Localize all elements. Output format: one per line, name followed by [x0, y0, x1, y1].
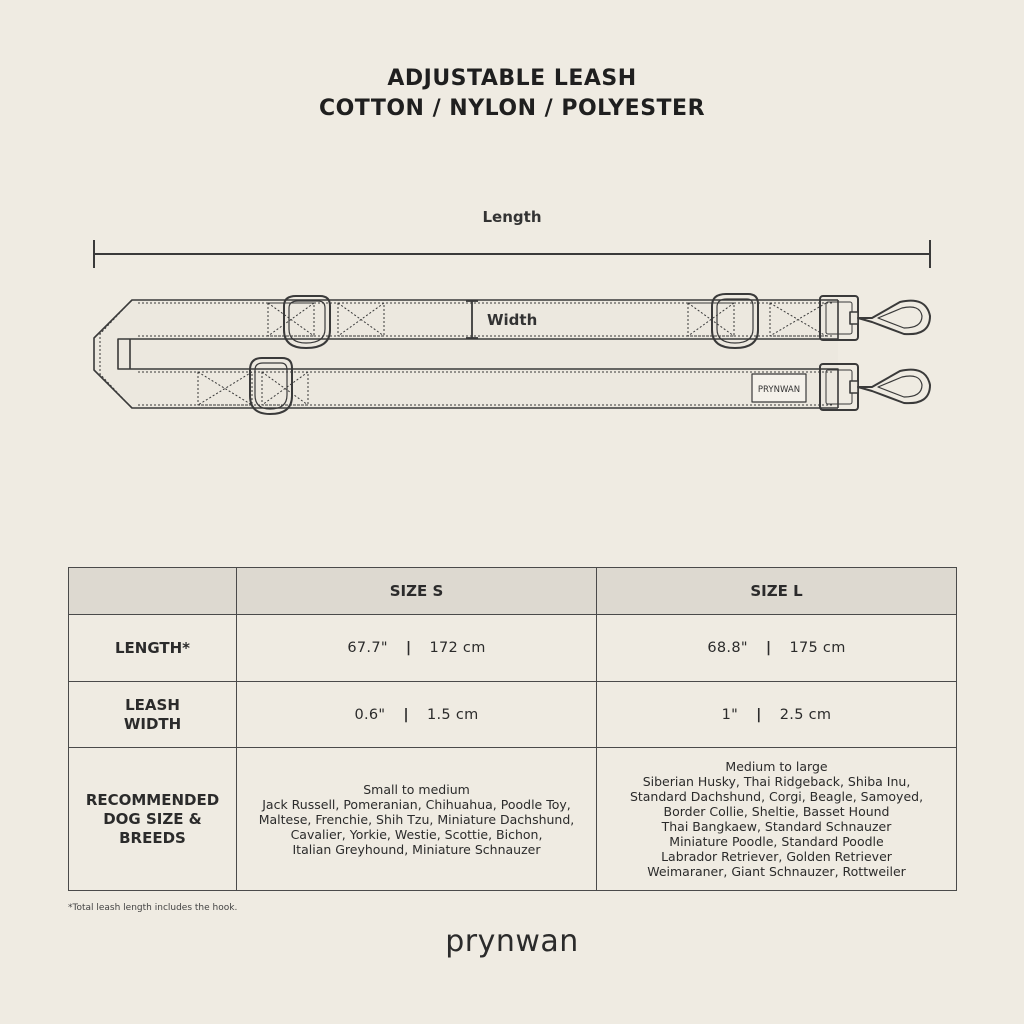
header-size-l: SIZE L [597, 568, 957, 615]
leash-diagram [0, 230, 1024, 430]
length-label: Length [482, 208, 542, 226]
breeds-size-l [597, 748, 957, 891]
breeds-l-line: Labrador Retriever, Golden Retriever [661, 849, 892, 864]
width-l-inch: 1" [721, 706, 739, 723]
row-label-width-line-1: LEASH [125, 695, 180, 714]
width-l-cm: 2.5 cm [779, 706, 832, 723]
brand-tag-label: PRYNWAN [757, 385, 801, 395]
separator: | [756, 706, 762, 723]
separator: | [403, 706, 409, 723]
length-l-inch: 68.8" [707, 640, 748, 656]
breeds-s-line: Jack Russell, Pomeranian, Chihuahua, Poodle Toy, [262, 796, 571, 812]
row-label-length: LENGTH* [69, 615, 237, 682]
row-label-breeds [69, 748, 237, 891]
row-label-breeds-line-3: BREEDS [119, 828, 186, 847]
length-dimension-line [94, 240, 930, 268]
table-row-width [69, 682, 957, 748]
table-header-row [69, 568, 957, 615]
width-size-l [597, 682, 957, 748]
breeds-s-line: Maltese, Frenchie, Shih Tzu, Miniature Dachshund, [258, 811, 575, 827]
breeds-size-s [237, 748, 597, 891]
separator: | [765, 640, 772, 656]
brand-logo: prynwan [445, 924, 579, 959]
row-label-width [69, 682, 237, 748]
width-s-cm: 1.5 cm [426, 706, 479, 723]
breeds-l-line: Thai Bangkaew, Standard Schnauzer [661, 819, 892, 834]
length-size-s [237, 615, 597, 682]
width-s-inch: 0.6" [354, 706, 386, 723]
breeds-s-line: Italian Greyhound, Miniature Schnauzer [292, 841, 541, 857]
size-chart-table [68, 567, 957, 891]
breeds-l-line: Weimaraner, Giant Schnauzer, Rottweiler [647, 864, 906, 879]
breeds-l-line: Standard Dachshund, Corgi, Beagle, Samoyed, [629, 789, 924, 804]
length-s-cm: 172 cm [429, 640, 486, 656]
breeds-s-line: Small to medium [363, 781, 470, 797]
length-l-cm: 175 cm [789, 640, 846, 656]
length-s-inch: 67.7" [347, 640, 388, 656]
breeds-l-line: Medium to large [725, 759, 828, 774]
breeds-l-line: Miniature Poodle, Standard Poodle [669, 834, 884, 849]
row-label-breeds-line-2: DOG SIZE & [103, 809, 202, 828]
header-blank [69, 568, 237, 615]
leash-strap [94, 300, 838, 408]
breeds-l-line: Siberian Husky, Thai Ridgeback, Shiba Inu, [642, 774, 911, 789]
table-row-length [69, 615, 957, 682]
row-label-width-line-2: WIDTH [123, 714, 182, 733]
width-label: Width [487, 311, 538, 329]
width-size-s [237, 682, 597, 748]
footnote: *Total leash length includes the hook. [68, 903, 238, 913]
table-row-breeds [69, 748, 957, 891]
title-line-2: COTTON / NYLON / POLYESTER [318, 96, 706, 121]
breeds-l-line: Border Collie, Sheltie, Basset Hound [663, 804, 890, 819]
separator: | [405, 640, 412, 656]
row-label-breeds-line-1: RECOMMENDED [85, 790, 220, 809]
header-size-s: SIZE S [237, 568, 597, 615]
title-line-1: ADJUSTABLE LEASH [387, 66, 637, 91]
page-title [0, 64, 1024, 124]
breeds-s-line: Cavalier, Yorkie, Westie, Scottie, Bichon, [290, 826, 543, 842]
length-size-l [597, 615, 957, 682]
